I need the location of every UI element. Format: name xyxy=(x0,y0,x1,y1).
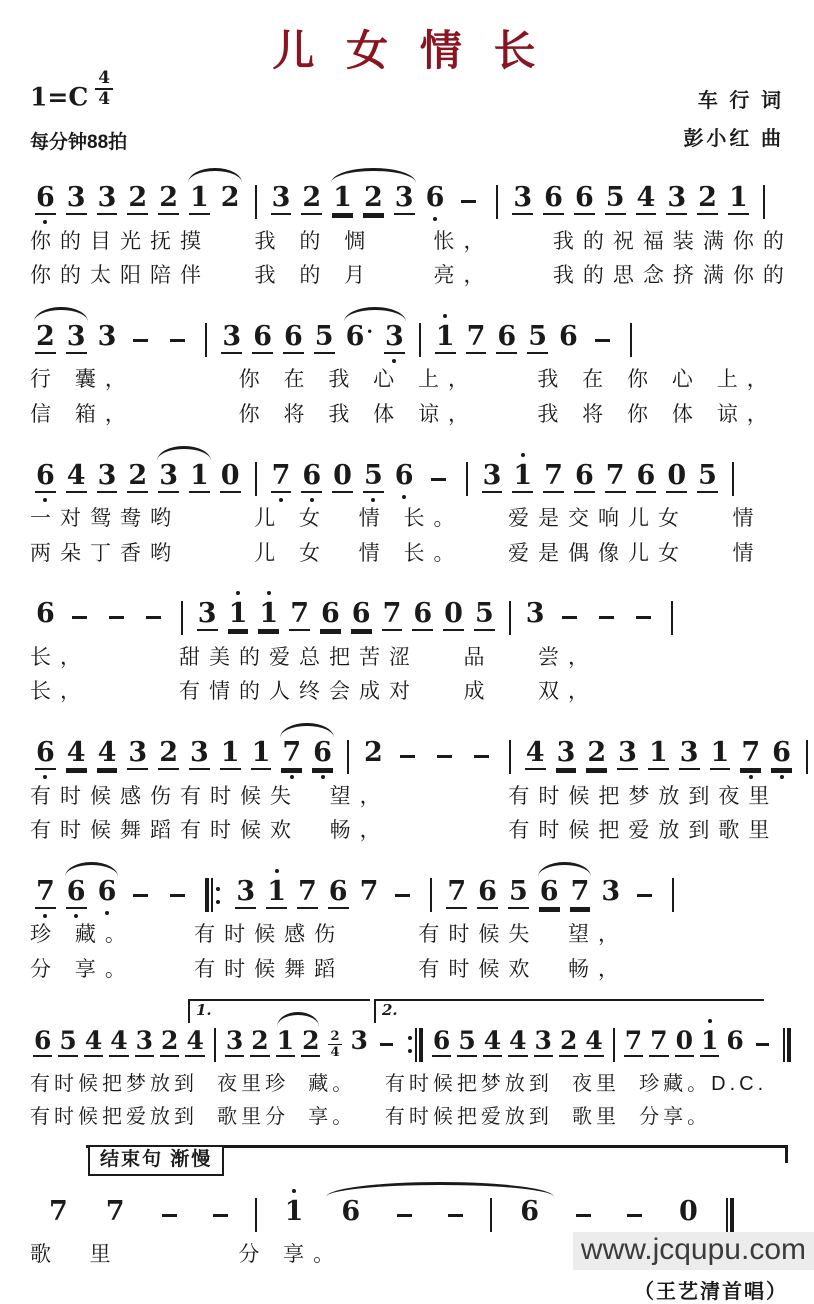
tempo-marking: 每分钟88拍 xyxy=(30,132,128,153)
duration-dash xyxy=(397,1214,412,1217)
volta-2-bracket: 2. xyxy=(374,999,764,1023)
note: 1 xyxy=(266,877,287,909)
duration-dash xyxy=(380,1043,393,1046)
note: 3 xyxy=(189,737,209,769)
note: 6 xyxy=(558,320,578,352)
note: 5 xyxy=(458,1026,476,1056)
website-watermark: www.jcqupu.com xyxy=(573,1232,814,1270)
duration-dash xyxy=(395,894,410,897)
slur-arc xyxy=(327,183,419,215)
duration-dash xyxy=(474,755,489,758)
barline xyxy=(466,461,468,497)
note: 5 xyxy=(508,875,528,907)
lyrics-line: 分 享。 有时候舞蹈 有时候欢 畅， xyxy=(30,958,629,982)
note: 6 xyxy=(520,1195,539,1227)
slur-arc xyxy=(273,1027,324,1057)
note: 6 xyxy=(301,461,322,493)
repeat-dots xyxy=(216,887,220,904)
note: 7 xyxy=(49,1195,68,1227)
barline xyxy=(671,600,673,636)
duration-dash xyxy=(562,616,577,619)
note: 2 xyxy=(128,459,148,491)
note: 2 xyxy=(363,182,383,213)
note: 3 xyxy=(513,182,533,213)
note: 6 xyxy=(726,1026,744,1056)
octave-dot-low xyxy=(290,775,294,779)
note: 5 xyxy=(474,598,494,630)
note: 7 xyxy=(281,738,302,770)
duration-dash xyxy=(133,339,148,342)
note: 0 xyxy=(667,459,687,491)
duration-dash xyxy=(627,1214,642,1217)
note: 5 xyxy=(528,320,547,352)
slur-arc xyxy=(153,461,215,493)
note: 7 xyxy=(271,461,292,493)
note: 4 xyxy=(84,1026,103,1056)
octave-dot-low xyxy=(402,495,406,499)
barline xyxy=(255,1197,257,1233)
note: 6 · xyxy=(345,320,373,352)
note: 4 xyxy=(66,737,86,769)
note: 6 xyxy=(413,598,433,630)
note: 6 xyxy=(544,182,563,213)
note: 2 xyxy=(559,1026,578,1056)
note: 6 xyxy=(35,183,56,215)
note: 2 xyxy=(220,182,240,213)
final-barline xyxy=(726,1197,734,1233)
duration-dash xyxy=(133,894,148,897)
octave-dot-high xyxy=(292,1189,296,1193)
note: 4 xyxy=(66,459,86,491)
octave-dot-low xyxy=(74,914,78,918)
lyrics-line: 有时候把爱放到 歌里分 享。 有时候把爱放到 歌里 分享。 xyxy=(30,1105,712,1128)
barline xyxy=(496,184,498,220)
octave-dot-high xyxy=(521,453,525,457)
notation-row xyxy=(30,442,788,503)
repeat-open-barline xyxy=(205,877,221,913)
note: 4 xyxy=(483,1026,502,1056)
notation-row xyxy=(30,303,788,364)
octave-dot-low xyxy=(371,498,375,502)
barline xyxy=(490,1197,492,1233)
note: 1 xyxy=(700,1027,719,1057)
note: 5 xyxy=(314,320,334,352)
note: 6 xyxy=(283,320,303,352)
augmentation-dot: · xyxy=(366,320,373,343)
note: 4 xyxy=(110,1026,128,1056)
lyrics-line: 有时候舞蹈有时候欢 畅， 有时候把爱放到歌里 xyxy=(30,819,779,843)
barline xyxy=(255,461,257,497)
octave-dot-high xyxy=(708,1019,712,1023)
duration-dash xyxy=(756,1043,769,1046)
duration-dash xyxy=(636,616,651,619)
note: 6 xyxy=(425,183,446,213)
barline xyxy=(430,877,432,913)
duration-dash xyxy=(72,616,87,619)
barline xyxy=(732,461,734,497)
volta-1-bracket: 1. xyxy=(188,999,370,1023)
octave-dot-low xyxy=(310,498,314,502)
note: 6 xyxy=(35,738,56,770)
note: 3 xyxy=(66,320,86,352)
note: 7 xyxy=(290,598,309,630)
note: 3 xyxy=(236,875,256,907)
meter-change-2-4: $\frac{2}{4}$ xyxy=(330,1029,340,1061)
note: 1 xyxy=(228,599,249,631)
note: 2 xyxy=(159,182,178,213)
octave-dot-low xyxy=(780,775,784,779)
note: 6 xyxy=(394,461,415,491)
note: 3 xyxy=(222,320,242,352)
note: 3 xyxy=(601,875,621,907)
duration-dash xyxy=(146,616,161,619)
music-system-3 xyxy=(30,442,788,572)
note: 0 xyxy=(333,459,352,491)
lyrics-line: 歌 里 分 享。 xyxy=(30,1243,344,1267)
octave-dot-low xyxy=(321,775,325,779)
note: 6 xyxy=(312,738,333,770)
note: 5 xyxy=(605,182,625,213)
note: 2 xyxy=(159,737,178,769)
octave-dot-high xyxy=(236,591,240,595)
duration-dash xyxy=(448,1214,463,1217)
note: 3 xyxy=(482,459,502,491)
note: 4 xyxy=(585,1026,603,1056)
note: 3 xyxy=(135,1026,154,1056)
note: 6 xyxy=(320,598,340,630)
note: 4 xyxy=(636,182,656,213)
note: 2 xyxy=(251,1026,269,1056)
note: 7 xyxy=(466,320,486,352)
composer-credit: 彭小红 曲 xyxy=(683,128,784,150)
note: 6 xyxy=(539,875,559,907)
note: 6 xyxy=(771,738,792,770)
note: 7 xyxy=(35,877,56,909)
slur-arc xyxy=(61,877,123,909)
octave-dot-high xyxy=(267,591,271,595)
lyrics-line: 信 箱， 你 将 我 体 谅， 我 将 你 体 谅， xyxy=(30,402,777,426)
meter-top: 4 xyxy=(95,70,113,90)
slur-arc xyxy=(276,738,338,770)
note: 4 xyxy=(509,1026,527,1056)
note: 4 xyxy=(186,1026,204,1056)
slur-arc xyxy=(322,1197,558,1234)
barline xyxy=(214,1027,216,1063)
note: 7 xyxy=(447,875,467,907)
note: 1 xyxy=(258,599,279,631)
note: 7 xyxy=(359,875,379,907)
credits xyxy=(683,82,784,158)
note: 3 xyxy=(66,182,86,213)
note: 2 xyxy=(363,737,383,769)
notation-row xyxy=(30,719,791,780)
note: 4 xyxy=(97,737,117,769)
song-title: 儿 女 情 长 xyxy=(272,27,546,74)
note: 7 xyxy=(544,459,563,491)
repeat-dots xyxy=(408,1036,412,1053)
duration-dash xyxy=(576,1214,591,1217)
note: 6 xyxy=(351,598,371,630)
note: 6 xyxy=(35,461,56,493)
note: 3 xyxy=(667,182,687,213)
note: 0 xyxy=(675,1026,693,1056)
notation-row xyxy=(30,1171,788,1239)
barline xyxy=(509,739,511,775)
duration-dash xyxy=(213,1214,228,1217)
key-text: 1=C xyxy=(30,82,89,112)
octave-dot-low xyxy=(43,220,47,224)
octave-dot-low xyxy=(392,359,396,363)
note: 5 xyxy=(59,1026,77,1056)
note: 0 xyxy=(678,1195,698,1227)
octave-dot-low xyxy=(105,911,109,915)
lyrics-line: 有时候把梦放到 夜里珍 藏。 有时候把梦放到 夜里 珍藏。D.C. xyxy=(30,1072,768,1095)
note: 6 xyxy=(636,459,656,491)
ending-tempo-label: 渐慢 xyxy=(170,1148,213,1170)
note: 6 xyxy=(574,182,594,213)
lyrics-line: 一对鸳鸯哟 儿 女 情 长。 爱是交响儿女 情 xyxy=(30,507,763,531)
octave-dot-low xyxy=(749,775,753,779)
note: 3 xyxy=(525,598,545,630)
note: 5 xyxy=(698,459,717,491)
duration-dash xyxy=(162,1214,177,1217)
barline xyxy=(509,600,511,636)
note: 7 xyxy=(650,1026,668,1056)
note: 3 xyxy=(225,1026,244,1056)
lyrics-line: 你的太阳陪伴 我 的 月 亮， 我的思念挤满你的 xyxy=(30,264,793,288)
repeat-close-barline xyxy=(407,1027,423,1063)
note: 6 xyxy=(66,877,87,909)
note: 1 xyxy=(189,459,209,491)
note: 1 xyxy=(710,737,730,769)
duration-dash xyxy=(637,894,652,897)
lyrics-line: 两朵丁香哟 儿 女 情 长。 爱是偶像儿女 情 xyxy=(30,541,763,565)
music-system-5 xyxy=(30,719,791,849)
notation-row xyxy=(30,164,788,225)
duration-dash xyxy=(170,894,185,897)
duration-dash xyxy=(431,478,446,481)
barline xyxy=(255,184,257,220)
note: 7 xyxy=(624,1026,643,1056)
note: 2 xyxy=(161,1026,179,1056)
note: 3 xyxy=(97,459,117,491)
slur-arc xyxy=(534,877,596,909)
octave-dot-low xyxy=(43,498,47,502)
octave-dot-low xyxy=(43,914,47,918)
note: 6 xyxy=(574,459,594,491)
notation-row xyxy=(30,580,788,641)
key-signature xyxy=(30,68,788,118)
note: 1 xyxy=(435,322,456,354)
lyricist-credit: 车 行 词 xyxy=(697,90,784,112)
lyrics-line: 长， 甜美的爱总把苦涩 品 尝， xyxy=(30,645,599,669)
music-system-1 xyxy=(30,164,793,294)
music-system-2 xyxy=(30,303,788,433)
note: 7 xyxy=(740,738,761,770)
note: 6 xyxy=(36,598,55,630)
barline xyxy=(806,739,808,775)
note: 3 xyxy=(197,598,217,630)
note: 3 xyxy=(271,182,291,213)
note: 0 xyxy=(220,459,240,491)
lyrics-line: 长， 有情的人终会成对 成 双， xyxy=(30,680,599,704)
barline xyxy=(630,322,632,358)
octave-dot-low xyxy=(279,498,283,502)
final-barline xyxy=(783,1027,791,1063)
octave-dot-low xyxy=(433,217,437,221)
duration-dash xyxy=(461,200,476,203)
note: 6 xyxy=(478,875,497,907)
note: 3 xyxy=(97,182,117,213)
note: 3 xyxy=(97,320,117,352)
barline xyxy=(613,1027,615,1063)
note: 1 xyxy=(512,461,533,493)
music-system-4 xyxy=(30,580,788,710)
note: 2 xyxy=(587,737,607,769)
note: 1 xyxy=(251,737,271,769)
music-system-7 xyxy=(30,997,788,1134)
slur-arc xyxy=(184,183,246,215)
duration-dash xyxy=(109,616,124,619)
note: 3 xyxy=(534,1026,552,1056)
note: 1 xyxy=(189,182,209,213)
note: 2 xyxy=(302,1026,320,1056)
duration-dash xyxy=(400,755,415,758)
barline xyxy=(419,322,421,358)
note: 3 xyxy=(679,737,699,769)
ending-phrase-label: 结束句 xyxy=(100,1148,164,1170)
score-header xyxy=(30,68,788,164)
performer-credit: （王艺清首唱） xyxy=(634,1280,788,1303)
note: 2 xyxy=(302,182,322,213)
lyrics-line: 珍 藏。 有时候感伤 有时候失 望， xyxy=(30,923,629,947)
note: 6 xyxy=(328,875,348,907)
slur-arc xyxy=(30,322,92,354)
note: 6 xyxy=(497,320,517,352)
duration-dash xyxy=(599,616,614,619)
note: 3 xyxy=(618,737,637,769)
note: 2 xyxy=(36,320,55,352)
octave-dot-low xyxy=(43,775,47,779)
note: 7 xyxy=(105,1195,125,1227)
note: 7 xyxy=(297,875,317,907)
note: 3 xyxy=(128,737,148,769)
octave-dot-high xyxy=(443,314,447,318)
barline xyxy=(181,600,183,636)
note: 1 xyxy=(333,182,352,213)
barline xyxy=(205,322,207,358)
note: 6 xyxy=(97,877,118,907)
lyrics-line: 行 囊， 你 在 我 心 上， 我 在 你 心 上， xyxy=(30,368,777,392)
slur-arc xyxy=(340,322,410,354)
note: 6 xyxy=(34,1026,52,1056)
note: 1 xyxy=(728,182,748,213)
note: 6 xyxy=(253,320,272,352)
note: 5 xyxy=(363,461,384,493)
note: 1 xyxy=(648,737,668,769)
note: 3 xyxy=(159,459,178,491)
note: 1 xyxy=(284,1197,305,1227)
barline xyxy=(763,184,765,220)
barline xyxy=(672,877,674,913)
duration-dash xyxy=(170,339,185,342)
note: 3 xyxy=(384,322,405,354)
note: 3 xyxy=(394,182,414,213)
lyrics-line: 你的目光抚摸 我 的 惆 怅， 我的祝福装满你的 xyxy=(30,229,793,253)
note: 1 xyxy=(276,1026,295,1056)
ending-label xyxy=(88,1145,224,1177)
note: 0 xyxy=(444,598,463,630)
note: 7 xyxy=(570,875,590,907)
lyrics-line: 有时候感伤有时候失 望， 有时候把梦放到夜里 xyxy=(30,784,779,808)
duration-dash xyxy=(595,339,610,342)
music-system-ending xyxy=(30,1143,788,1304)
note: 6 xyxy=(341,1195,361,1227)
meter-fraction xyxy=(95,70,113,108)
note: 6 xyxy=(432,1026,451,1056)
note: 3 xyxy=(556,737,576,769)
note: 1 xyxy=(220,737,240,769)
note: 2 xyxy=(128,182,148,213)
meter-bottom: 4 xyxy=(98,89,111,109)
note: 3 xyxy=(350,1026,368,1056)
note: 7 xyxy=(605,459,625,491)
duration-dash xyxy=(437,755,452,758)
music-system-6 xyxy=(30,858,788,988)
octave-dot-high xyxy=(275,869,279,873)
note: 4 xyxy=(525,737,545,769)
notation-row xyxy=(30,858,788,919)
barline xyxy=(347,739,349,775)
note: 2 xyxy=(698,182,717,213)
note: 7 xyxy=(382,598,402,630)
